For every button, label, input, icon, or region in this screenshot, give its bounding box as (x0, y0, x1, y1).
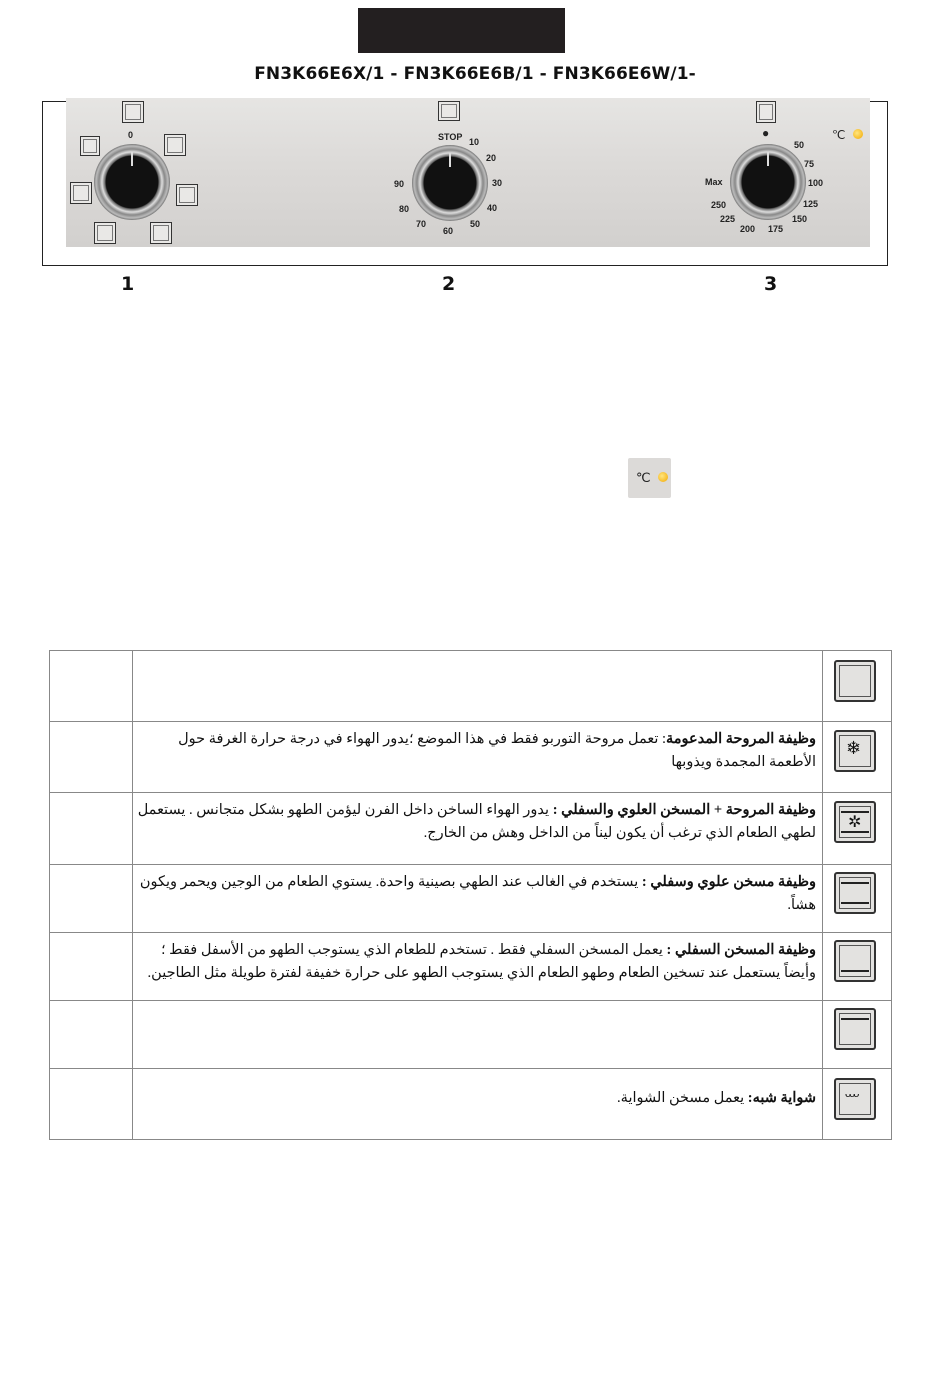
top-bottom-heater-icon (834, 872, 876, 914)
defrost-fan-icon (164, 134, 186, 156)
timer-mark-50: 50 (470, 219, 481, 229)
bottom-heater-icon (834, 940, 876, 982)
control-panel (66, 98, 870, 247)
function-description (133, 1001, 823, 1069)
grill-icon (80, 136, 100, 156)
temp-mark-100: 100 (808, 178, 824, 188)
function-description: وظيفة المسخن السفلي : يعمل المسخن السفلي فقط . تستخدم للطعام الذي يستوجب الطهو من الأسفل فقط ؛ وأيضاً يستعمل عند تسخين الطعام وطهو الطعام الذي يستوجب الطهو على حرارة خفيفة لفترة طويلة مثل الطاجين. (133, 933, 823, 1001)
top-bottom-heater-icon (70, 182, 92, 204)
temp-mark-max: Max (705, 177, 723, 187)
header-black-bar (358, 8, 565, 53)
temp-mark-175: 175 (768, 224, 784, 234)
table-row (50, 865, 892, 933)
timer-mark-20: 20 (486, 153, 497, 163)
off-icon (122, 101, 144, 123)
defrost-fan-icon: ❄ (834, 730, 876, 772)
temp-mark-250: 250 (711, 200, 727, 210)
timer-mark-80: 80 (399, 204, 410, 214)
timer-mark-60: 60 (443, 226, 454, 236)
function-description: شواية شبه: يعمل مسخن الشواية. (133, 1069, 823, 1140)
knob-number-1: 1 (121, 273, 135, 295)
top-heater-icon (150, 222, 172, 244)
off-icon (834, 660, 876, 702)
timer-mark-40: 40 (487, 203, 498, 213)
timer-mark-70: 70 (416, 219, 427, 229)
indicator-lamp-icon (658, 472, 668, 482)
panel-indicator-lamp-icon (853, 129, 863, 139)
thermostat-indicator-icon (628, 458, 671, 498)
grill-icon: ᴗᴗᴗ (834, 1078, 876, 1120)
table-row (50, 933, 892, 1001)
thermostat-off-dot: ● (762, 126, 770, 140)
fan-heater-icon (176, 184, 198, 206)
temp-mark-75: 75 (804, 159, 815, 169)
function-selector-knob[interactable] (94, 144, 170, 220)
table-row (50, 651, 892, 722)
temp-mark-150: 150 (792, 214, 808, 224)
timer-icon (438, 101, 460, 121)
indicator-label: ℃ (636, 470, 651, 485)
temp-mark-50: 50 (794, 140, 805, 150)
fan-heater-icon: ✲ (834, 801, 876, 843)
function-description (133, 651, 823, 722)
function-description: وظيفة مسخن علوي وسفلي : يستخدم في الغالب عند الطهي بصينية واحدة. يستوي الطعام من الوجين ويحمر ويكون هشاً. (133, 865, 823, 933)
timer-knob[interactable] (412, 145, 488, 221)
temp-mark-225: 225 (720, 214, 736, 224)
table-row (50, 793, 892, 865)
panel-indicator-label: ℃ (832, 128, 846, 142)
model-numbers: FN3K66E6X/1 - FN3K66E6B/1 - FN3K66E6W/1- (254, 64, 696, 84)
bottom-heater-icon (94, 222, 116, 244)
top-heater-icon (834, 1008, 876, 1050)
thermostat-knob[interactable] (730, 144, 806, 220)
table-row (50, 1001, 892, 1069)
table-row (50, 722, 892, 793)
functions-table (49, 650, 892, 1140)
timer-mark-90: 90 (394, 179, 405, 189)
function-description: وظيفة المروحة + المسخن العلوي والسفلي : يدور الهواء الساخن داخل الفرن ليؤمن الطهو بشكل متجانس . يستعمل لطهي الطعام الذي ترغب أن يكون ليناً من الداخل وهش من الخارج. (133, 793, 823, 865)
table-row (50, 1069, 892, 1140)
temp-mark-200: 200 (740, 224, 756, 234)
knob-number-2: 2 (442, 273, 456, 295)
temp-mark-125: 125 (803, 199, 819, 209)
timer-mark-30: 30 (492, 178, 503, 188)
thermometer-icon (756, 101, 776, 123)
function-description: وظيفة المروحة المدعومة: تعمل مروحة التوربو فقط في هذا الموضع ؛يدور الهواء في درجة حرارة الغرفة حول الأطعمة المجمدة ويذوبها (133, 722, 823, 793)
timer-stop-mark: STOP (438, 132, 463, 142)
knob-number-3: 3 (764, 273, 778, 295)
timer-mark-10: 10 (469, 137, 480, 147)
knob1-zero-mark: 0 (128, 130, 134, 140)
